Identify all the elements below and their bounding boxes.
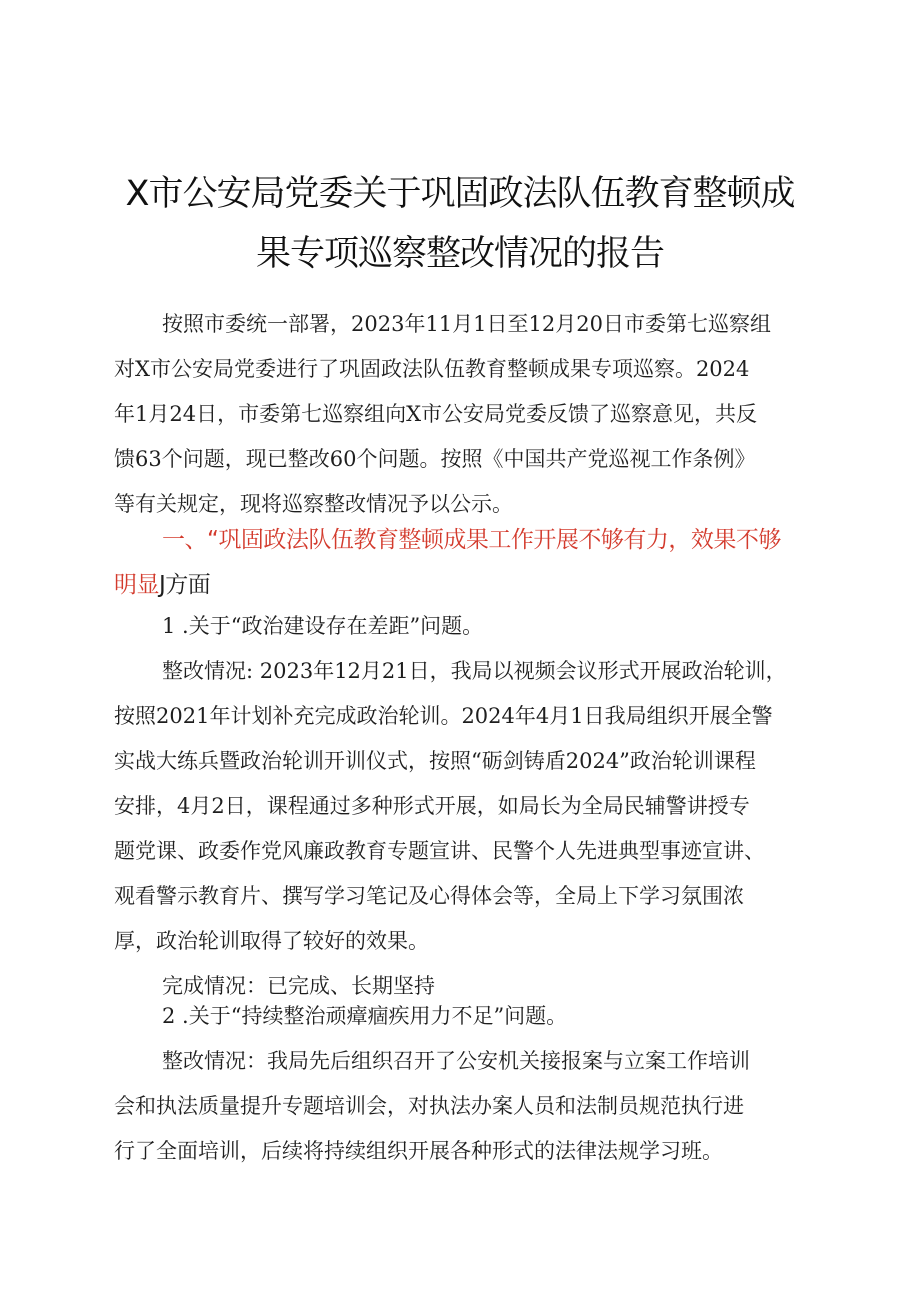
rectify-line: 厚，政治轮训取得了较好的效果。 [114, 929, 429, 953]
rectify-line: 行了全面培训，后续将持续组织开展各种形式的法律法规学习班。 [114, 1139, 723, 1163]
section-heading-1 [114, 518, 824, 608]
report-title-line-1: X市公安局党委关于巩固政法队伍教育整顿成 [125, 174, 795, 214]
item-title: 1 .关于“政治建设存在差距”问题。 [162, 614, 484, 638]
rectify-line: 整改情况: 2023年12月21日，我局以视频会议形式开展政治轮训， [162, 659, 787, 683]
intro-line: 对X市公安局党委进行了巩固政法队伍教育整顿成果专项巡察。2024 [114, 357, 750, 381]
section-heading-black-text: J方面 [159, 572, 211, 598]
rectify-line: 观看警示教育片、撰写学习笔记及心得体会等，全局上下学习氛围浓 [114, 884, 744, 908]
section-heading-red-text: 明显 [114, 572, 159, 598]
rectify-line: 按照2021年计划补充完成政治轮训。2024年4月1日我局组织开展全警 [114, 704, 773, 728]
rectify-line: 实战大练兵暨政治轮训开训仪式，按照“砺剑铸盾2024”政治轮训课程 [114, 749, 756, 773]
section-heading-line: 一、“巩固政法队伍教育整顿成果工作开展不够有力，效果不够 [162, 527, 781, 553]
intro-line: 年1月24日，市委第七巡察组向X市公安局党委反馈了巡察意见，共反 [114, 402, 758, 426]
section-heading-line [114, 563, 824, 608]
rectify-line: 题党课、政委作党风廉政教育专题宣讲、民警个人先进典型事迹宣讲、 [114, 839, 765, 863]
rectify-line: 安排，4月2日，课程通过多种形式开展，如局长为全局民辅警讲授专 [114, 794, 750, 818]
intro-line: 等有关规定，现将巡察整改情况予以公示。 [114, 492, 513, 516]
report-title-line-2: 果专项巡察整改情况的报告 [255, 234, 664, 274]
item-title: 2 .关于“持续整治顽瘴痼疾用力不足”问题。 [162, 1004, 568, 1028]
item-2 [114, 994, 814, 1174]
rectify-line: 会和执法质量提升专题培训会，对执法办案人员和法制员规范执行进 [114, 1094, 744, 1118]
rectify-line: 整改情况：我局先后组织召开了公安机关接报案与立案工作培训 [162, 1049, 750, 1073]
intro-line: 按照市委统一部署，2023年11月1日至12月20日市委第七巡察组 [162, 312, 771, 336]
intro-line: 馈63个问题，现已整改60个问题。按照《中国共产党巡视工作条例》 [114, 447, 756, 471]
intro-paragraph [114, 302, 814, 527]
item-1 [114, 604, 814, 1009]
completion-status: 完成情况：已完成、长期坚持 [162, 974, 435, 998]
